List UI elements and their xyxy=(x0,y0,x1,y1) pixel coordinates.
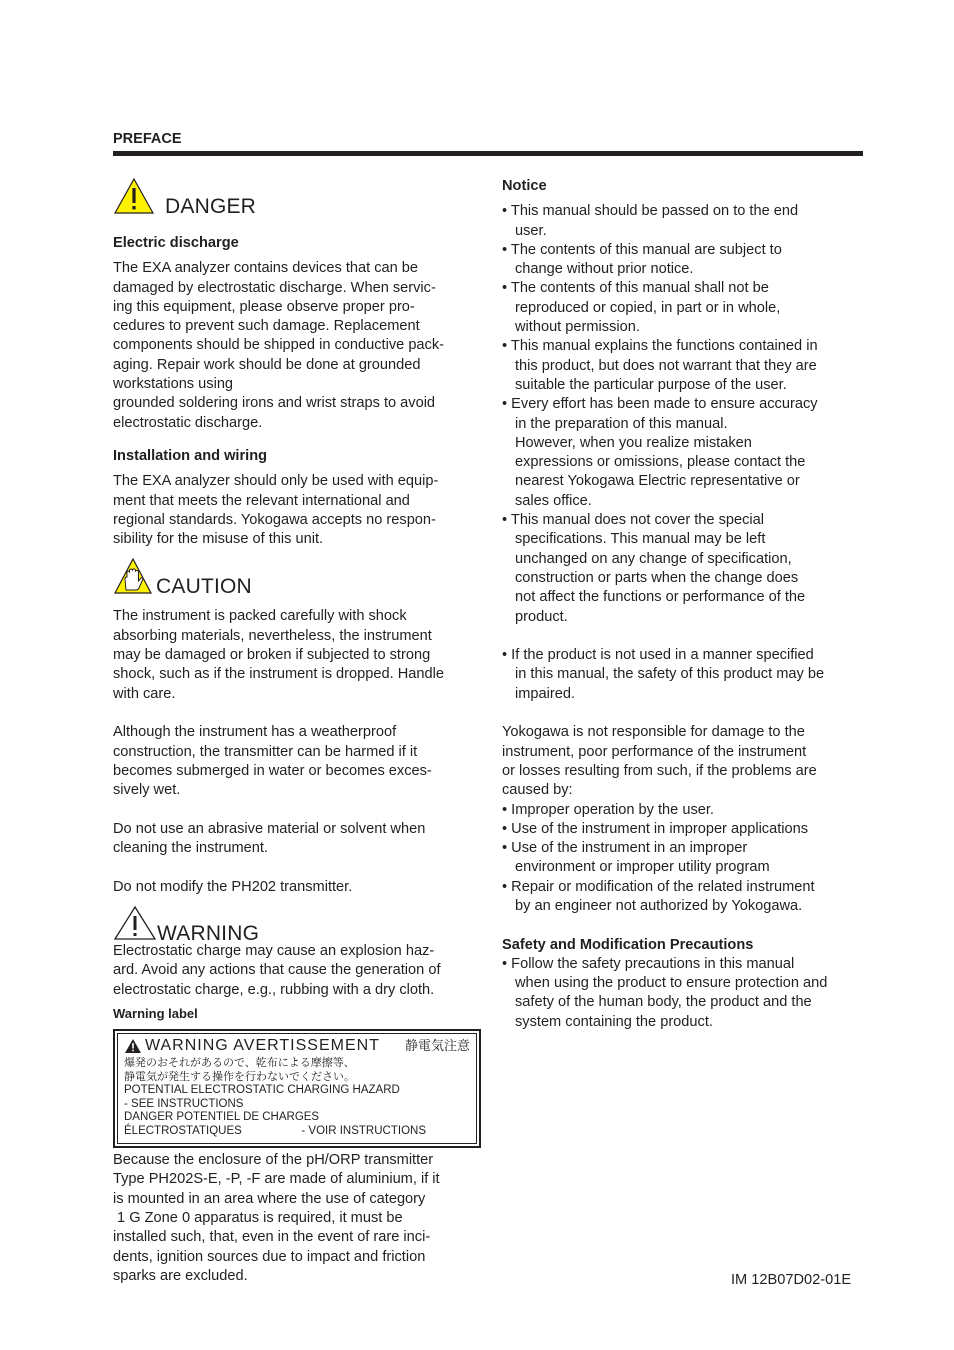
text-line: not affect the functions or performance of the xyxy=(515,589,806,606)
installation-text xyxy=(113,472,485,549)
warning-label-title-jp: 静電気注意 xyxy=(404,1038,470,1054)
warning-label-heading: Warning label xyxy=(113,1005,198,1021)
text-line: ing this equipment, please observe proper pro- xyxy=(113,298,415,315)
list-item: • Repair or modification of the related instrument xyxy=(502,878,815,895)
text-line: • This manual does not cover the special xyxy=(502,512,764,529)
warning-word: WARNING xyxy=(157,921,260,945)
notice-list xyxy=(502,202,864,704)
text-line: expressions or omissions, please contact the xyxy=(515,454,806,471)
text-line: electrostatic discharge. xyxy=(113,414,263,431)
text-line: The EXA analyzer should only be used with equip- xyxy=(113,473,439,490)
warning-label-jp-line-2: 静電気が発生する操作を行わないでください。 xyxy=(124,1070,355,1083)
caution-paragraph-3 xyxy=(113,820,485,859)
notice-item xyxy=(502,202,864,241)
aluminium-enclosure-text xyxy=(113,1151,485,1286)
warning-heading xyxy=(113,903,485,945)
text-line: suitable the particular purpose of the user. xyxy=(515,376,787,393)
danger-heading xyxy=(113,175,485,218)
caution-heading xyxy=(113,555,485,599)
caution-word: CAUTION xyxy=(156,575,252,599)
notice-item xyxy=(502,337,864,395)
text-line: this product, but does not warrant that they are xyxy=(515,357,817,374)
text-line: or losses resulting from such, if the problems are xyxy=(502,762,817,779)
text-line: reproduced or copied, in part or in whole, xyxy=(515,299,781,316)
document-id: IM 12B07D02-01E xyxy=(731,1272,852,1288)
warning-label-title: WARNING AVERTISSEMENT xyxy=(145,1037,380,1055)
notice-item xyxy=(502,241,864,280)
list-item: • Use of the instrument in an improper xyxy=(502,840,748,857)
text-line: However, when you realize mistaken xyxy=(515,434,752,451)
warning-label-en-line-2: - SEE INSTRUCTIONS xyxy=(124,1097,244,1110)
text-line: • Follow the safety precautions in this manual xyxy=(502,955,795,972)
section-title: PREFACE xyxy=(113,131,182,147)
text-line: • This manual should be passed on to the end xyxy=(502,203,799,220)
safety-heading: Safety and Modification Precautions xyxy=(502,936,754,953)
caution-paragraph-4: Do not modify the PH202 transmitter. xyxy=(113,878,353,895)
list-item: • Use of the instrument in improper applications xyxy=(502,820,809,837)
text-line: Because the enclosure of the pH/ORP transmitter xyxy=(113,1152,434,1169)
text-line: • Every effort has been made to ensure accuracy xyxy=(502,396,818,413)
text-line: instrument, poor performance of the instrument xyxy=(502,743,807,760)
text-line: • The contents of this manual are subject to xyxy=(502,241,782,258)
text-line: may be damaged or broken if subjected to strong xyxy=(113,647,431,664)
warning-label-fr-line-2 xyxy=(124,1125,470,1139)
causes-list xyxy=(502,801,864,917)
text-line: absorbing materials, nevertheless, the instrument xyxy=(113,627,432,644)
text-line: sibility for the misuse of this unit. xyxy=(113,531,324,548)
text-line: change without prior notice. xyxy=(515,261,694,278)
warning-label-fr-line-2b: - VOIR INSTRUCTIONS xyxy=(301,1124,426,1137)
text-line: sparks are excluded. xyxy=(113,1267,248,1284)
text-line: regional standards. Yokogawa accepts no respon- xyxy=(113,511,436,528)
warning-outline-icon xyxy=(113,905,157,941)
notice-item xyxy=(502,279,864,337)
text-line: unchanged on any change of specification, xyxy=(515,550,792,567)
text-line: becomes submerged in water or becomes exces- xyxy=(113,762,432,779)
text-line: The EXA analyzer contains devices that can be xyxy=(113,260,419,277)
text-line: impaired. xyxy=(515,685,576,702)
text-line: caused by: xyxy=(502,782,573,799)
warning-label-title-group xyxy=(124,1038,380,1054)
warning-label-title-row xyxy=(124,1038,470,1054)
text-line: components should be shipped in conductive pack- xyxy=(113,337,445,354)
left-column xyxy=(113,175,485,1286)
text-line: when using the product to ensure protection and xyxy=(515,975,828,992)
text-line: with care. xyxy=(113,685,176,702)
warning-label-inner xyxy=(117,1033,477,1144)
text-line: ment that meets the relevant international and xyxy=(113,492,410,509)
notice-heading: Notice xyxy=(502,178,547,194)
text-line: 1 G Zone 0 apparatus is required, it must be xyxy=(113,1209,403,1226)
list-item: • Improper operation by the user. xyxy=(502,801,714,818)
text-line: installed such, that, even in the event of rare inci- xyxy=(113,1229,431,1246)
text-line: specifications. This manual may be left xyxy=(515,531,766,548)
text-line: shock, such as if the instrument is dropped. Handle xyxy=(113,666,444,683)
text-line: in this manual, the safety of this product may be xyxy=(515,666,825,683)
text-line: cedures to prevent such damage. Replacement xyxy=(113,318,420,335)
text-line: • This manual explains the functions contained in xyxy=(502,338,818,355)
text-line: cleaning the instrument. xyxy=(113,840,268,857)
text-line: in the preparation of this manual. xyxy=(515,415,728,432)
caution-paragraph-2 xyxy=(113,723,485,800)
text-line: construction, the transmitter can be harmed if it xyxy=(113,743,418,760)
text-line: system containing the product. xyxy=(515,1013,713,1030)
warning-label-fr-line-2a: ÉLECTROSTATIQUES xyxy=(124,1124,242,1137)
text-line: environment or improper utility program xyxy=(515,859,770,876)
right-column xyxy=(502,177,864,1032)
text-line: Type PH202S-E, -P, -F are made of aluminium, if it xyxy=(113,1171,440,1188)
text-line: damaged by electrostatic discharge. When servic- xyxy=(113,279,436,296)
notice-item xyxy=(502,646,864,704)
text-line: nearest Yokogawa Electric representative or xyxy=(515,473,800,490)
text-line: sales office. xyxy=(515,492,592,509)
electric-discharge-heading: Electric discharge xyxy=(113,235,239,251)
responsibility-text xyxy=(502,723,864,800)
hand-caution-icon xyxy=(113,557,153,595)
text-line: The instrument is packed carefully with shock xyxy=(113,608,407,625)
text-line: construction or parts when the change does xyxy=(515,569,799,586)
text-line: Do not use an abrasive material or solvent when xyxy=(113,820,426,837)
caution-paragraph-1 xyxy=(113,607,485,703)
text-line: aging. Repair work should be done at grounded xyxy=(113,356,421,373)
warning-label xyxy=(113,1029,481,1148)
text-line: by an engineer not authorized by Yokogawa. xyxy=(515,897,803,914)
installation-heading: Installation and wiring xyxy=(113,447,268,464)
text-line: safety of the human body, the product and the xyxy=(515,994,812,1011)
text-line: ard. Avoid any actions that cause the generation of xyxy=(113,962,441,979)
text-line: dents, ignition sources due to impact and friction xyxy=(113,1248,426,1265)
text-line: Although the instrument has a weatherproof xyxy=(113,724,397,741)
text-line: grounded soldering irons and wrist straps to avoid xyxy=(113,395,436,412)
text-line: without permission. xyxy=(515,319,640,336)
safety-list xyxy=(502,955,864,1032)
text-line: • The contents of this manual shall not be xyxy=(502,280,769,297)
warning-text xyxy=(113,942,485,1000)
warning-label-triangle-icon xyxy=(124,1038,142,1054)
warning-triangle-icon xyxy=(113,177,155,215)
warning-label-jp-line-1: 爆発のおそれがあるので、乾布による摩擦等、 xyxy=(124,1057,355,1070)
text-line: electrostatic charge, e.g., rubbing with a dry cloth. xyxy=(113,981,435,998)
warning-label-fr-line-1: DANGER POTENTIEL DE CHARGES xyxy=(124,1111,320,1124)
header-rule xyxy=(113,151,863,156)
warning-label-en-line-1: POTENTIAL ELECTROSTATIC CHARGING HAZARD xyxy=(124,1084,400,1097)
text-line: Yokogawa is not responsible for damage to the xyxy=(502,724,805,741)
text-line: user. xyxy=(515,222,547,239)
text-line: product. xyxy=(515,608,568,625)
notice-item xyxy=(502,395,864,511)
text-line: sively wet. xyxy=(113,782,181,799)
danger-word: DANGER xyxy=(165,194,257,218)
text-line: • If the product is not used in a manner specified xyxy=(502,647,814,664)
notice-item xyxy=(502,511,864,627)
electric-discharge-text xyxy=(113,259,485,433)
text-line: workstations using xyxy=(113,376,234,393)
text-line: is mounted in an area where the use of category xyxy=(113,1190,426,1207)
text-line: Electrostatic charge may cause an explosion haz- xyxy=(113,942,435,959)
